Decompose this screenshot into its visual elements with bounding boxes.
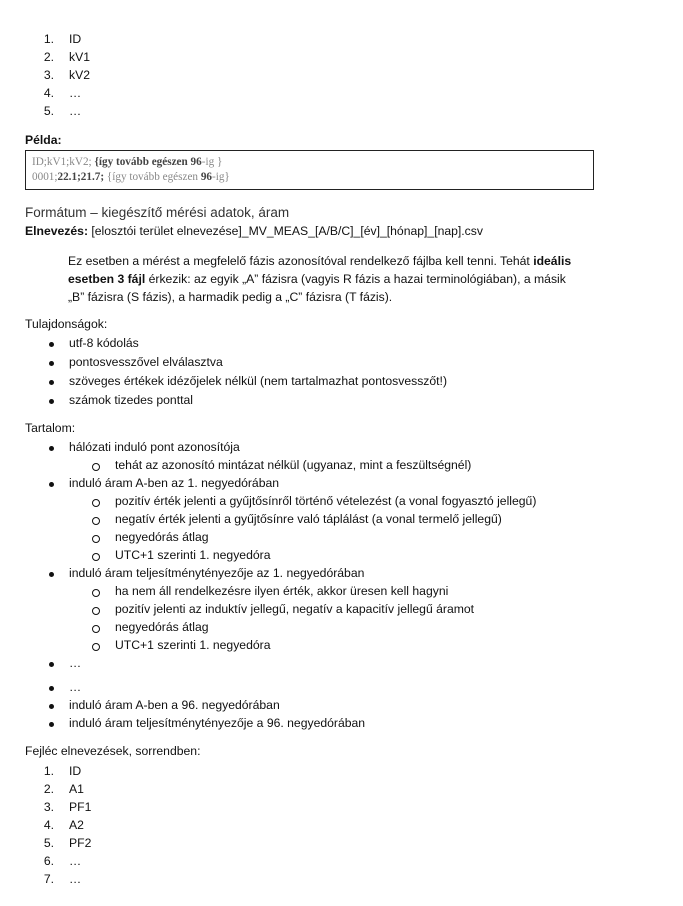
content-label: Tartalom: bbox=[25, 421, 76, 435]
sub-bullet-icon bbox=[92, 607, 100, 615]
list-item: … bbox=[69, 656, 82, 670]
sub-bullet-icon bbox=[92, 589, 100, 597]
sub-list-item: negatív érték jelenti a gyűjtősínre való táplálást (a vonal termelő jellegű) bbox=[115, 512, 502, 526]
bullet-icon bbox=[49, 482, 54, 487]
sub-list-item: UTC+1 szerinti 1. negyedóra bbox=[115, 548, 271, 562]
sub-bullet-icon bbox=[92, 625, 100, 633]
bullet-icon bbox=[49, 342, 54, 347]
example-box bbox=[25, 150, 594, 190]
list-item: ID bbox=[69, 764, 82, 778]
bullet-icon bbox=[49, 446, 54, 451]
list-item: kV1 bbox=[69, 50, 91, 64]
list-number: 5. bbox=[43, 836, 54, 850]
list-number: 1. bbox=[43, 764, 54, 778]
naming-label: Elnevezés: bbox=[25, 224, 92, 238]
list-number: 5. bbox=[43, 104, 54, 118]
list-item: … bbox=[69, 680, 82, 694]
list-number: 2. bbox=[43, 782, 54, 796]
list-item: A1 bbox=[69, 782, 84, 796]
sub-list-item: UTC+1 szerinti 1. negyedóra bbox=[115, 638, 271, 652]
list-item: számok tizedes ponttal bbox=[69, 393, 193, 407]
list-number: 2. bbox=[43, 50, 54, 64]
sub-bullet-icon bbox=[92, 463, 100, 471]
sub-bullet-icon bbox=[92, 517, 100, 525]
headers-label: Fejléc elnevezések, sorrendben: bbox=[25, 744, 201, 758]
bullet-icon bbox=[49, 399, 54, 404]
properties-label: Tulajdonságok: bbox=[25, 317, 108, 331]
example-row-1: ID;kV1;kV2; {így tovább egészen 96-ig } bbox=[32, 156, 223, 168]
naming-line bbox=[25, 223, 483, 239]
list-item: … bbox=[69, 854, 82, 868]
paragraph-line: „B” fázisra (S fázis), a harmadik pedig a „C” fázisra (T fázis). bbox=[68, 290, 393, 304]
list-number: 6. bbox=[43, 854, 54, 868]
sub-bullet-icon bbox=[92, 643, 100, 651]
sub-list-item: negyedórás átlag bbox=[115, 620, 209, 634]
list-number: 3. bbox=[43, 800, 54, 814]
bullet-icon bbox=[49, 662, 54, 667]
bullet-icon bbox=[49, 704, 54, 709]
sub-bullet-icon bbox=[92, 553, 100, 561]
list-item: induló áram teljesítménytényezője a 96. negyedórában bbox=[69, 716, 366, 730]
list-item: induló áram A-ben az 1. negyedórában bbox=[69, 476, 280, 490]
paragraph-line: esetben 3 fájl érkezik: az egyik „A” fázisra (vagyis R fázis a hazai terminológiában), a másik bbox=[68, 272, 566, 286]
list-item: szöveges értékek idézőjelek nélkül (nem tartalmazhat pontosvesszőt!) bbox=[69, 374, 447, 388]
example-row-2: 0001;22.1;21.7; {így tovább egészen 96-ig} bbox=[32, 171, 230, 183]
description-paragraph bbox=[68, 252, 598, 306]
list-item: induló áram A-ben a 96. negyedórában bbox=[69, 698, 280, 712]
bullet-icon bbox=[49, 361, 54, 366]
list-number: 7. bbox=[43, 872, 54, 886]
sub-list-item: tehát az azonosító mintázat nélkül (ugyanaz, mint a feszültségnél) bbox=[115, 458, 472, 472]
sub-list-item: pozitív érték jelenti a gyűjtősínről történő vételezést (a vonal fogyasztó jellegű) bbox=[115, 494, 537, 508]
paragraph-line: Ez esetben a mérést a megfelelő fázis azonosítóval rendelkező fájlba kell tenni. Tehát ideális bbox=[68, 254, 572, 268]
example-label: Példa: bbox=[25, 133, 62, 147]
list-item: utf-8 kódolás bbox=[69, 336, 139, 350]
list-item: induló áram teljesítménytényezője az 1. negyedórában bbox=[69, 566, 365, 580]
list-item: pontosvesszővel elválasztva bbox=[69, 355, 223, 369]
bullet-icon bbox=[49, 380, 54, 385]
sub-list-item: pozitív jelenti az induktív jellegű, negatív a kapacitív jellegű áramot bbox=[115, 602, 475, 616]
section-heading: Formátum – kiegészítő mérési adatok, áram bbox=[25, 205, 290, 220]
bullet-icon bbox=[49, 686, 54, 691]
bullet-icon bbox=[49, 572, 54, 577]
list-number: 4. bbox=[43, 818, 54, 832]
list-item: … bbox=[69, 104, 82, 118]
list-item: … bbox=[69, 872, 82, 886]
list-number: 4. bbox=[43, 86, 54, 100]
sub-list-item: ha nem áll rendelkezésre ilyen érték, akkor üresen kell hagyni bbox=[115, 584, 449, 598]
list-number: 1. bbox=[43, 32, 54, 46]
list-item: … bbox=[69, 86, 82, 100]
sub-bullet-icon bbox=[92, 499, 100, 507]
list-item: PF2 bbox=[69, 836, 92, 850]
list-item: kV2 bbox=[69, 68, 91, 82]
bullet-icon bbox=[49, 722, 54, 727]
list-item: A2 bbox=[69, 818, 84, 832]
list-item: hálózati induló pont azonosítója bbox=[69, 440, 240, 454]
list-number: 3. bbox=[43, 68, 54, 82]
sub-list-item: negyedórás átlag bbox=[115, 530, 209, 544]
naming-value: [elosztói terület elnevezése]_MV_MEAS_[A/B/C]_[év]_[hónap]_[nap].csv bbox=[91, 224, 483, 238]
list-item: ID bbox=[69, 32, 82, 46]
sub-bullet-icon bbox=[92, 535, 100, 543]
list-item: PF1 bbox=[69, 800, 92, 814]
